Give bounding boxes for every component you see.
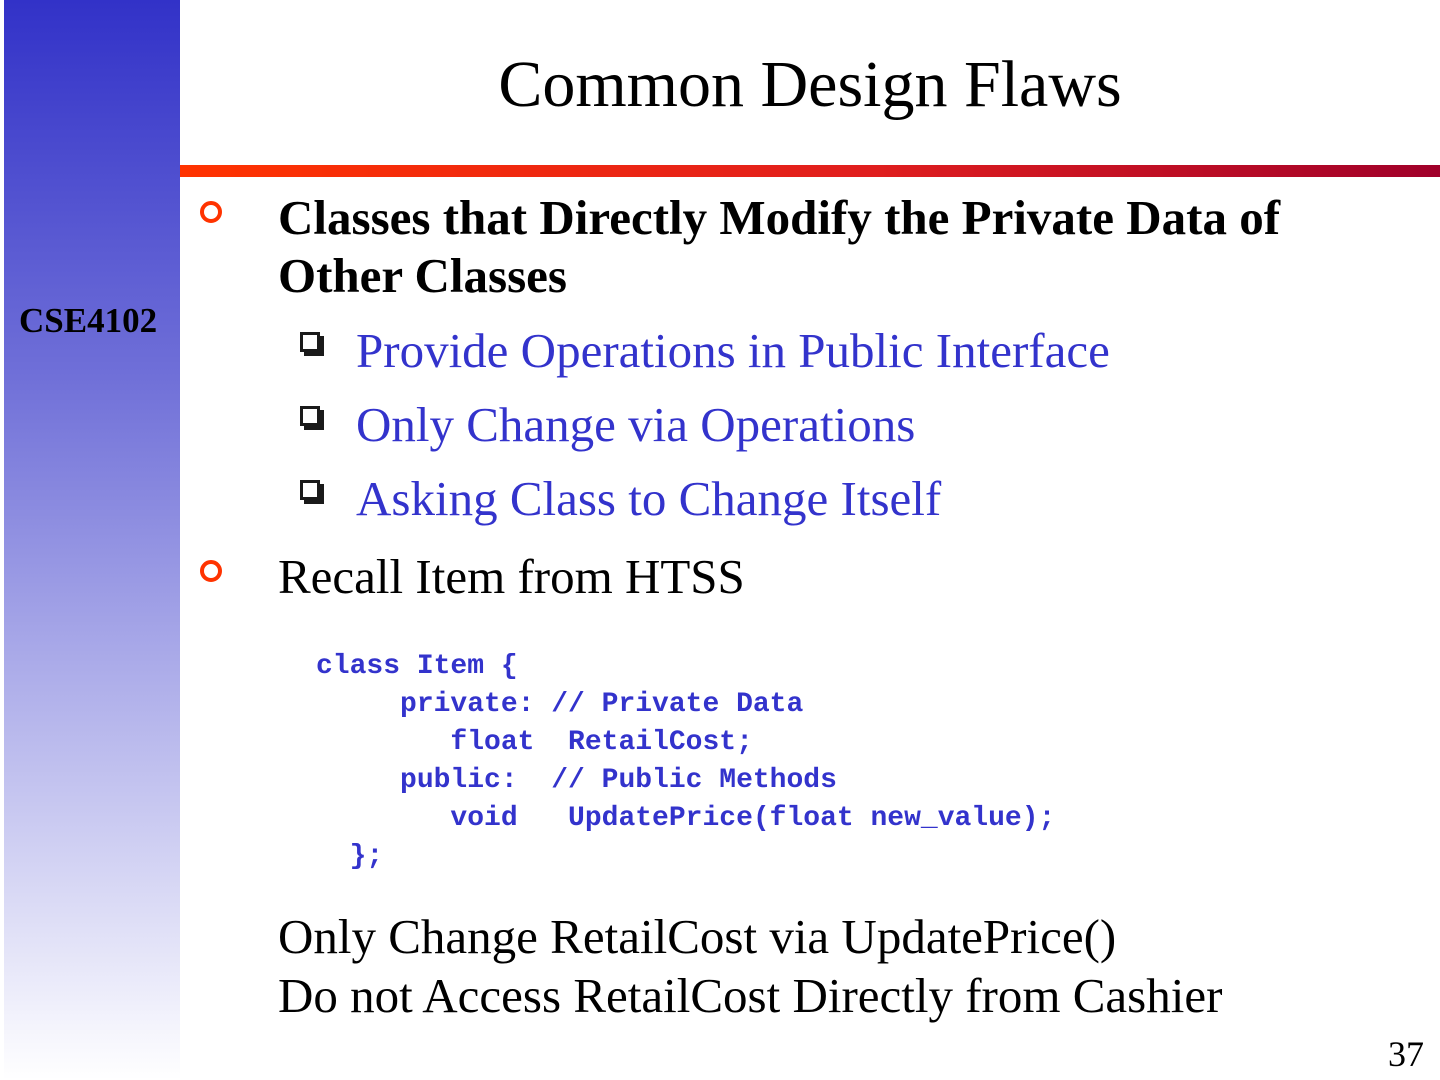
sub-bullet-3: Asking Class to Change Itself — [356, 471, 942, 526]
sub-bullet-2: Only Change via Operations — [356, 397, 916, 452]
sidebar-gradient — [4, 0, 180, 1080]
course-code: CSE4102 — [19, 301, 158, 340]
circle-bullet-icon — [200, 201, 222, 223]
bullet-recall: Recall Item from HTSS — [278, 549, 745, 604]
sub-bullet-1: Provide Operations in Public Interface — [356, 323, 1110, 378]
square-bullet-icon — [300, 406, 320, 426]
bullet-heading-line-2: Other Classes — [278, 248, 567, 303]
note-line-2: Do not Access RetailCost Directly from Cashier — [278, 968, 1223, 1023]
slide-title: Common Design Flaws — [498, 48, 1122, 121]
note-line-1: Only Change RetailCost via UpdatePrice() — [278, 909, 1117, 964]
bullet-heading-line-1: Classes that Directly Modify the Private Data of — [278, 190, 1281, 245]
square-bullet-icon — [300, 332, 320, 352]
circle-bullet-icon — [200, 560, 222, 582]
page-number: 37 — [1388, 1034, 1424, 1074]
title-divider — [180, 165, 1440, 177]
square-bullet-icon — [300, 480, 320, 500]
code-block: class Item { private: // Private Data float RetailCost; public: // Public Methods void UpdatePrice(float new_value); }; — [316, 651, 1056, 872]
